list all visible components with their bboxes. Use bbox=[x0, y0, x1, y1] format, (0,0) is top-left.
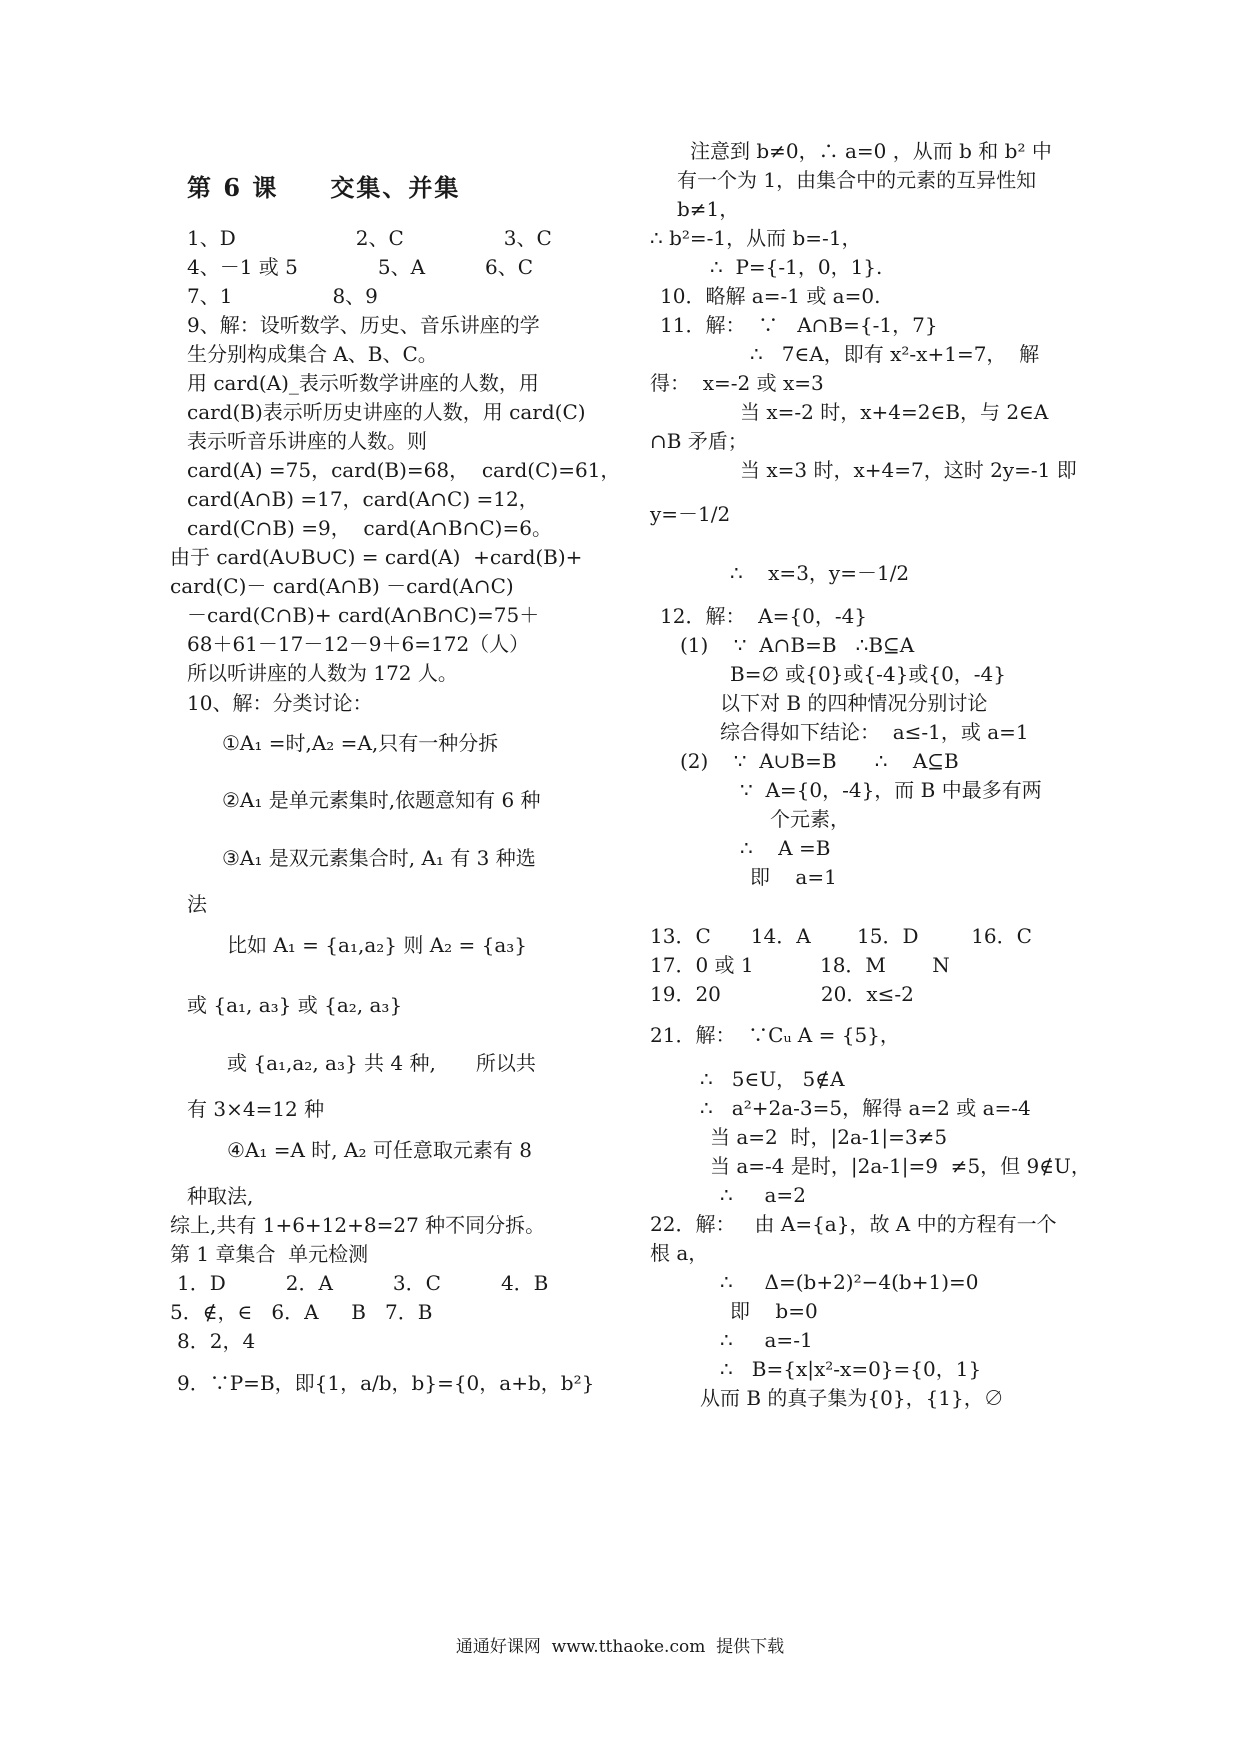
answer-line: ∴ a²+2a-3=5，解得 a=2 或 a=-4 bbox=[700, 1096, 1031, 1120]
answer-line: ∴ B={x|x²-x=0}={0，1} bbox=[720, 1357, 982, 1381]
answer-line: 当 x=-2 时，x+4=2∈B，与 2∈A bbox=[740, 400, 1049, 424]
answer-line: 从而 B 的真子集为{0}，{1}，∅ bbox=[700, 1386, 1004, 1410]
answer-line: B=∅ 或{0}或{-4}或{0，-4} bbox=[730, 662, 1006, 686]
answer-line: 当 a=-4 是时，|2a-1|=9 ≠5，但 9∉U， bbox=[710, 1154, 1091, 1178]
answer-line: 17．0 或 1 18．M N bbox=[650, 953, 950, 977]
answer-line: 当 x=3 时，x+4=7，这时 2y=-1 即 bbox=[740, 458, 1077, 482]
answer-line: 得： x=-2 或 x=3 bbox=[650, 371, 824, 395]
answer-line: 4、－1 或 5 5、A 6、C bbox=[187, 255, 534, 279]
answer-line: ∴ a=-1 bbox=[720, 1328, 813, 1352]
answer-line: 由于 card(A∪B∪C) = card(A) +card(B)+ bbox=[170, 545, 583, 569]
answer-line: 21．解： ∵Cᵤ A = {5}， bbox=[650, 1023, 900, 1047]
answer-line: 即 a=1 bbox=[750, 865, 837, 889]
answer-line: b≠1， bbox=[677, 197, 740, 221]
answer-line: 个元素， bbox=[770, 807, 850, 831]
answer-line: －card(C∩B)+ card(A∩B∩C)=75＋ bbox=[187, 603, 540, 627]
answer-line: 综合得如下结论： a≤-1，或 a=1 bbox=[720, 720, 1029, 744]
answer-line: 根 a， bbox=[650, 1241, 709, 1265]
answer-line: ①A₁ =时,A₂ =A,只有一种分拆 bbox=[222, 731, 499, 755]
answer-line: ∴ a=2 bbox=[720, 1183, 806, 1207]
answer-line: 或 {a₁, a₃} 或 {a₂, a₃} bbox=[187, 993, 403, 1017]
answer-line: 22．解： 由 A={a}，故 A 中的方程有一个 bbox=[650, 1212, 1057, 1236]
answer-line: (1) ∵ A∩B=B ∴B⊆A bbox=[680, 633, 915, 657]
answer-line: ∴ P={-1，0，1}. bbox=[710, 255, 883, 279]
answer-line: card(C∩B) =9， card(A∩B∩C)=6。 bbox=[187, 516, 552, 540]
answer-line: 10．略解 a=-1 或 a=0. bbox=[660, 284, 881, 308]
answer-line: 用 card(A)_表示听数学讲座的人数，用 bbox=[187, 371, 539, 395]
section-heading: 第 1 章集合 单元检测 bbox=[170, 1242, 369, 1266]
answer-line: 1．D 2．A 3．C 4．B bbox=[177, 1271, 549, 1295]
answer-line: 或 {a₁,a₂, a₃} 共 4 种, 所以共 bbox=[227, 1051, 536, 1075]
answer-line: 种取法, bbox=[187, 1184, 254, 1208]
answer-line: (2) ∵ A∪B=B ∴ A⊆B bbox=[680, 749, 959, 773]
answer-line: 9．∵P=B，即{1，a/b，b}={0，a+b，b²} bbox=[177, 1371, 595, 1395]
answer-line: 1、D 2、C 3、C bbox=[187, 226, 552, 250]
answer-line: ∩B 矛盾； bbox=[650, 429, 748, 453]
answer-line: card(B)表示听历史讲座的人数，用 card(C) bbox=[187, 400, 586, 424]
answer-line: 13．C 14．A 15．D 16．C bbox=[650, 924, 1032, 948]
answer-line: 12．解： A={0，-4} bbox=[660, 604, 868, 628]
answer-line: ∴ 7∈A，即有 x²-x+1=7， 解 bbox=[750, 342, 1040, 366]
answer-line: 有 3×4=12 种 bbox=[187, 1097, 325, 1121]
answer-line: ∴ Δ=(b+2)²−4(b+1)=0 bbox=[720, 1270, 979, 1294]
answer-line: 5．∉，∈ 6．A B 7．B bbox=[170, 1300, 433, 1324]
footer-source-note: 通通好课网 www.tthaoke.com 提供下载 bbox=[455, 1637, 785, 1657]
answer-line: 68＋61－17－12－9＋6=172（人） bbox=[187, 632, 530, 656]
answer-line: card(C)－ card(A∩B) －card(A∩C) bbox=[170, 574, 514, 598]
answer-line: 11．解： ∵ A∩B={-1，7} bbox=[660, 313, 938, 337]
answer-line: ∴ A =B bbox=[740, 836, 831, 860]
answer-line: ∵ A={0，-4}，而 B 中最多有两 bbox=[740, 778, 1042, 802]
answer-line: card(A) =75，card(B)=68， card(C)=61， bbox=[187, 458, 621, 482]
answer-line: 即 b=0 bbox=[730, 1299, 818, 1323]
answer-line: 综上,共有 1+6+12+8=27 种不同分拆。 bbox=[170, 1213, 546, 1237]
answer-line: 19．20 20．x≤-2 bbox=[650, 982, 914, 1006]
lesson-title: 第 6 课 交集、并集 bbox=[187, 173, 461, 202]
answer-line: 比如 A₁ = {a₁,a₂} 则 A₂ = {a₃} bbox=[227, 933, 528, 957]
answer-line: 7、1 8、9 bbox=[187, 284, 378, 308]
answer-line: y=－1/2 bbox=[650, 502, 731, 526]
answer-line: 所以听讲座的人数为 172 人。 bbox=[187, 661, 458, 685]
answer-line: 8．2，4 bbox=[177, 1329, 256, 1353]
answer-line: 10、解：分类讨论： bbox=[187, 691, 373, 715]
answer-line: ④A₁ =A 时, A₂ 可任意取元素有 8 bbox=[227, 1138, 532, 1162]
answer-line: ∴ x=3，y=－1/2 bbox=[730, 561, 910, 585]
answer-line: 当 a=2 时，|2a-1|=3≠5 bbox=[710, 1125, 948, 1149]
answer-line: ∴ b²=-1，从而 b=-1， bbox=[650, 226, 862, 250]
answer-line: ∴ 5∈U， 5∉A bbox=[700, 1067, 845, 1091]
answer-line: 法 bbox=[187, 892, 207, 916]
answer-line: 以下对 B 的四种情况分别讨论 bbox=[720, 691, 988, 715]
answer-line: 9、解：设听数学、历史、音乐讲座的学 bbox=[187, 313, 540, 337]
answer-line: card(A∩B) =17，card(A∩C) =12， bbox=[187, 487, 539, 511]
answer-line: 表示听音乐讲座的人数。则 bbox=[187, 429, 427, 453]
answer-line: 有一个为 1，由集合中的元素的互异性知 bbox=[677, 168, 1037, 192]
answer-line: ②A₁ 是单元素集时,依题意知有 6 种 bbox=[222, 788, 541, 812]
answer-line: 生分别构成集合 A、B、C。 bbox=[187, 342, 438, 366]
answer-line: ③A₁ 是双元素集合时, A₁ 有 3 种选 bbox=[222, 846, 536, 870]
answer-line: 注意到 b≠0，∴ a=0 ，从而 b 和 b² 中 bbox=[690, 139, 1052, 163]
